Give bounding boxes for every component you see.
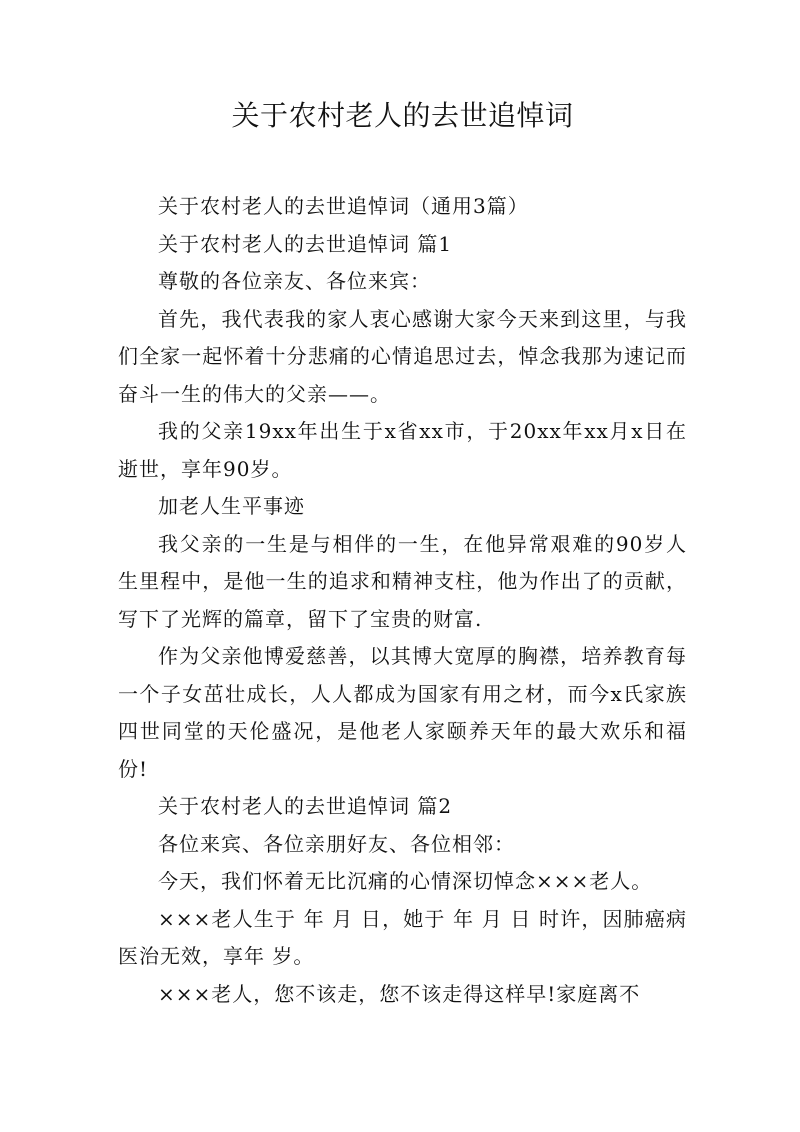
paragraph-body: ×××老人，您不该走，您不该走得这样早!家庭离不 <box>158 981 641 1006</box>
paragraph-body: 首先，我代表我的家人衷心感谢大家今天来到这里，与我们全家一起怀着十分悲痛的心情追思过去，悼念我那为速记而奋斗一生的伟大的父亲——。 <box>118 306 687 406</box>
paragraph-body: 今天，我们怀着无比沉痛的心情深切悼念×××老人。 <box>158 869 653 893</box>
paragraph-body: 作为父亲他博爱慈善，以其博大宽厚的胸襟，培养教育每一个子女茁壮成长，人人都成为国家有用之材，而今x氏家族四世同堂的天伦盛况，是他老人家颐养天年的最大欢乐和福份! <box>118 644 687 781</box>
section-heading-2: 关于农村老人的去世追悼词 篇2 <box>158 794 453 818</box>
paragraph-subtitle: 关于农村老人的去世追悼词（通用3篇） <box>158 194 529 218</box>
paragraph-body: 我父亲的一生是与相伴的一生，在他异常艰难的90岁人生里程中，是他一生的追求和精神支柱，他为作出了的贡献，写下了光辉的篇章，留下了宝贵的财富. <box>118 531 687 631</box>
document-title: 关于农村老人的去世追悼词 <box>231 99 574 132</box>
paragraph-body: ×××老人生于 年 月 日，她于 年 月 日 时许，因肺癌病医治无效，享年 岁。 <box>118 906 687 968</box>
document-body <box>118 188 687 1013</box>
paragraph-body: 加老人生平事迹 <box>158 494 305 518</box>
paragraph-salutation-2: 各位来宾、各位亲朋好友、各位相邻： <box>158 831 515 856</box>
paragraph-salutation-1: 尊敬的各位亲友、各位来宾： <box>158 269 431 293</box>
paragraph-body: 我的父亲19xx年出生于x省xx市，于20xx年xx月x日在逝世，享年90岁。 <box>118 419 687 481</box>
section-heading-1: 关于农村老人的去世追悼词 篇1 <box>158 231 453 256</box>
